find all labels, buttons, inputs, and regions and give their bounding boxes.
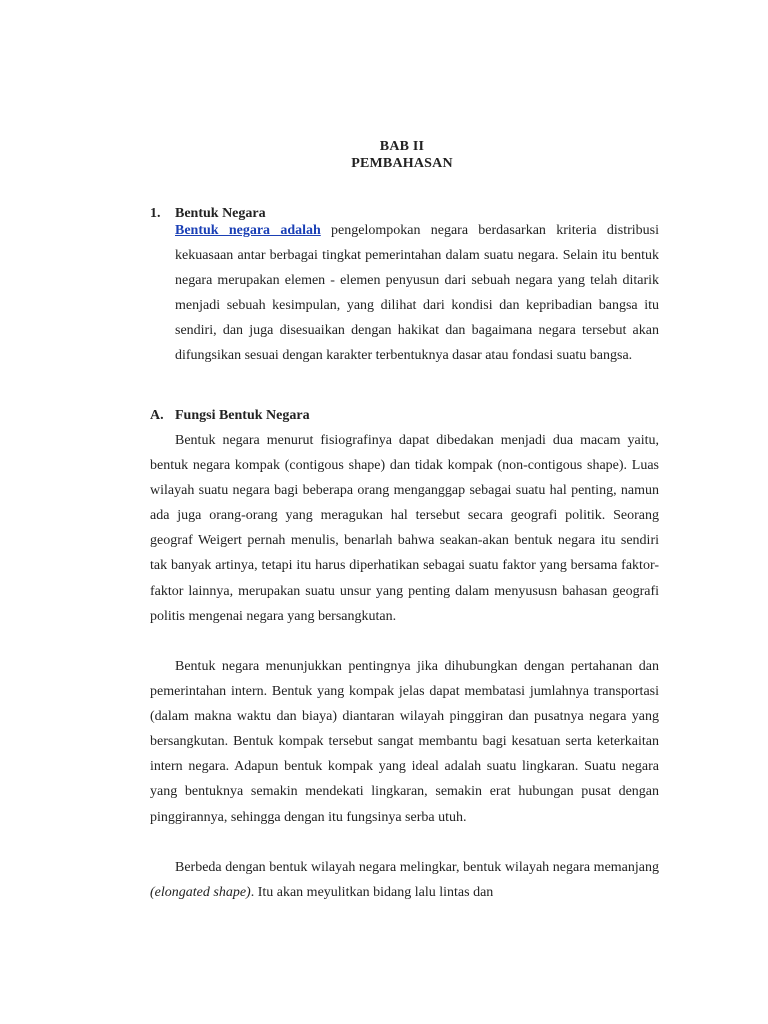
section-a-title: Fungsi Bentuk Negara [175, 408, 310, 423]
section-1-paragraph-text: pengelompokan negara berdasarkan kriteria distribusi kekuasaan antar berbagai tingkat pemerintahan dalam suatu negara. Selain itu bentuk negara merupakan elemen - elemen penyusun dari sebuah negara yang telah ditarik menjadi sebuah kesimpulan, yang dilihat dari kondisi dan kepribadian bangsa itu sendiri, dan juga disesuaikan dengan hakikat dan bagaimana negara tersebut akan difungsikan sesuai dengan karakter terbentuknya dasar atau fondasi suatu bangsa. [175, 223, 659, 364]
section-1-number: 1. [150, 206, 161, 221]
bentuk-negara-link[interactable]: Bentuk negara adalah [175, 223, 321, 238]
chapter-name: PEMBAHASAN [351, 156, 453, 171]
chapter-title [0, 138, 768, 172]
section-a-heading [150, 407, 310, 424]
section-a-letter: A. [150, 408, 164, 423]
section-a-paragraph-2: Bentuk negara menunjukkan pentingnya jika dihubungkan dengan pertahanan dan pemerintahan intern. Bentuk yang kompak jelas dapat membatasi jumlahnya transportasi (dalam makna waktu dan biaya) diantaran wilayah pinggiran dan pusatnya negara yang bersangkutan. Bentuk kompak tersebut sangat membantu bagi kesatuan serta keterkaitan intern negara. Adapun bentuk kompak yang ideal adalah suatu lingkaran. Suatu negara yang bentuknya semakin mendekati lingkaran, semakin erat hubungan pusat dengan pinggirannya, sehingga dengan itu fungsinya serba utuh. [150, 659, 659, 825]
paragraph-3-start: Berbeda dengan bentuk wilayah negara melingkar, bentuk wilayah negara memanjang [175, 860, 659, 875]
paragraph-3-end: . Itu akan meyulitkan bidang lalu lintas dan [250, 885, 494, 901]
section-a-paragraph-1: Bentuk negara menurut fisiografinya dapat dibedakan menjadi dua macam yaitu, bentuk negara kompak (contigous shape) dan tidak kompak (non-contigous shape). Luas wilayah suatu negara bagi beberapa orang menganggap sebagai suatu hal penting, namun ada juga orang-orang yang meragukan hal tersebut secara geografi politik. Seorang geograf Weigert pernah menulis, benarlah bahwa seakan-akan bentuk negara itu sendiri tak banyak artinya, tetapi itu harus diperhatikan sebagai suatu faktor yang bersama faktor-faktor lainnya, merupakan suatu unsur yang penting dalam menyususn bahasan geografi politis mengenai negara yang bersangkutan. [150, 433, 659, 624]
section-1-title: Bentuk Negara [175, 206, 266, 221]
section-1-paragraph [175, 218, 659, 369]
elongated-shape-term: (elongated shape) [150, 885, 251, 901]
chapter-number: BAB II [379, 139, 425, 154]
section-a-paragraph-3 [150, 855, 659, 905]
